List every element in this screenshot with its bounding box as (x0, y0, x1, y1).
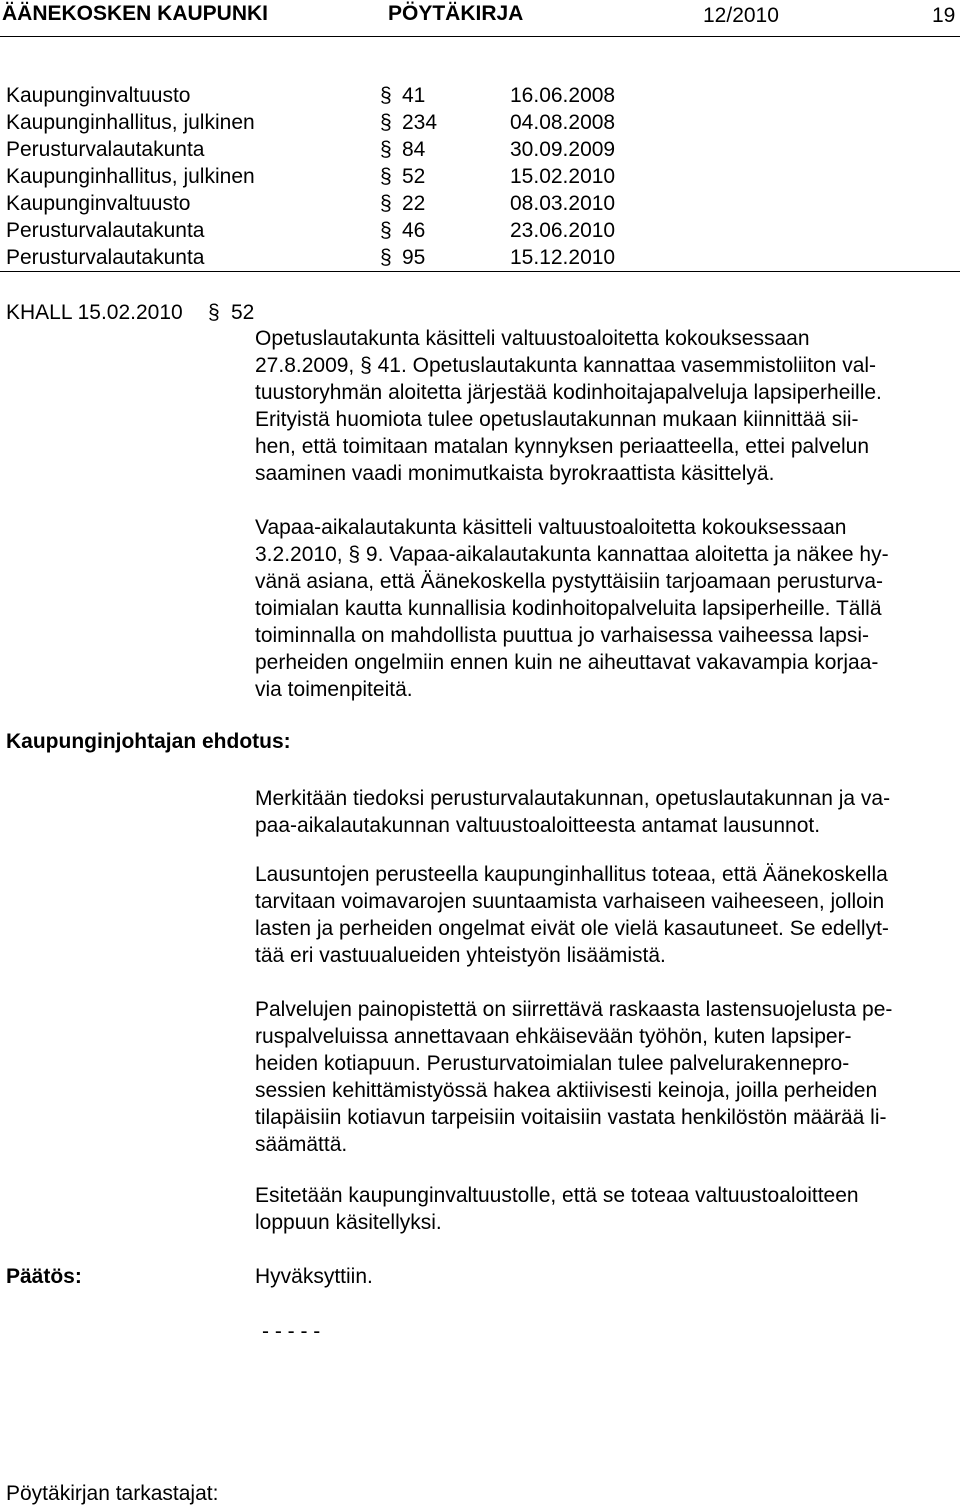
decision-text: Hyväksyttiin. (255, 1265, 373, 1288)
history-date: 15.02.2010 (510, 165, 616, 188)
vapaa-aikalautakunta-paragraph: Vapaa-aikalautakunta käsitteli valtuustoaloitetta kokouksessaan 3.2.2010, § 9. Vapaa-aikalautakunta kannattaa aloitetta ja näkee hy- vänä asiana, että Äänekoskella pystyttäisiin tarjoamaan perusturva- toimialan kautta kunnallisia kodinhoitopalveluita lapsiperheille. Tällä toiminnalla on mahdollista puuttua jo varhaisessa vaiheessa lapsi- perheiden ongelmiin ennen kuin ne aiheuttavat vakavampia korjaa- via toimenpiteitä. (255, 516, 889, 701)
history-body: Perusturvalautakunta (6, 138, 205, 161)
history-body: Kaupunginhallitus, julkinen (6, 165, 255, 188)
history-row (6, 246, 906, 273)
page-number: 19 (932, 4, 956, 27)
history-number: 52 (402, 165, 426, 188)
proposal-paragraph: Merkitään tiedoksi perusturvalautakunnan, opetuslautakunnan ja va- paa-aikalautakunnan valtuustoaloitteesta antamat lausunnot. (255, 787, 891, 837)
opetuslautakunta-paragraph: Opetuslautakunta käsitteli valtuustoaloitetta kokouksessaan 27.8.2009, § 41. Opetuslautakunta kannattaa vasemmistoliiton val- tuustoryhmän aloitetta järjestää kodinhoitajapalveluja lapsiperheille. Erityistä huomiota tulee opetuslautakunnan mukaan kiinnittää sii- hen, että toimitaan matalan kynnyksen periaatteella, ettei palvelun saaminen vaadi monimutkaista byrokraattista käsittelyä. (255, 327, 882, 485)
section-sign-icon: § (380, 246, 392, 269)
history-body: Kaupunginvaltuusto (6, 84, 191, 107)
history-body: Kaupunginvaltuusto (6, 192, 191, 215)
history-date: 30.09.2009 (510, 138, 616, 161)
section-separator: - - - - - (262, 1320, 321, 1343)
proposal-label: Kaupunginjohtajan ehdotus: (6, 730, 291, 753)
history-row (6, 219, 906, 246)
history-date: 23.06.2010 (510, 219, 616, 242)
section-sign-icon: § (380, 111, 392, 134)
minutes-checkers-label: Pöytäkirjan tarkastajat: (6, 1482, 219, 1505)
history-row (6, 192, 906, 219)
khall-date: KHALL 15.02.2010 (6, 301, 183, 324)
history-divider (0, 271, 960, 272)
history-row (6, 165, 906, 192)
history-date: 16.06.2008 (510, 84, 616, 107)
history-number: 22 (402, 192, 426, 215)
header-divider (0, 36, 960, 37)
document-number: 12/2010 (703, 4, 779, 27)
khall-number: 52 (231, 301, 255, 324)
history-body: Perusturvalautakunta (6, 246, 205, 269)
document-type: PÖYTÄKIRJA (388, 2, 524, 25)
history-row (6, 138, 906, 165)
section-sign-icon: § (380, 165, 392, 188)
history-row (6, 84, 906, 111)
history-date: 08.03.2010 (510, 192, 616, 215)
org-name: ÄÄNEKOSKEN KAUPUNKI (2, 2, 269, 25)
history-date: 15.12.2010 (510, 246, 616, 269)
proposal-paragraph: Lausuntojen perusteella kaupunginhallitus toteaa, että Äänekoskella tarvitaan voimavarojen suuntaamista varhaiseen vaiheeseen, jolloin lasten ja perheiden ongelmat eivät ole vielä kasautuneet. Se edellyt- tää eri vastuualueiden yhteistyön lisäämistä. (255, 863, 889, 967)
decision-label: Päätös: (6, 1265, 82, 1288)
section-sign-icon: § (380, 192, 392, 215)
proposal-paragraph: Esitetään kaupunginvaltuustolle, että se toteaa valtuustoaloitteen loppuun käsitellyksi. (255, 1184, 859, 1234)
history-body: Kaupunginhallitus, julkinen (6, 111, 255, 134)
proposal-paragraph: Palvelujen painopistettä on siirrettävä raskaasta lastensuojelusta pe- ruspalveluissa annettavaan ehkäisevään työhön, kuten lapsiper- heiden kotiapuun. Perusturvatoimialan tulee palvelurakennepro- sessien kehittämistyössä hakea aktiivisesti keinoja, joilla perheiden tilapäisiin kotiavun tarpeisiin voitaisiin vastata henkilöstön määrää li- säämättä. (255, 998, 893, 1156)
section-sign-icon: § (380, 138, 392, 161)
history-number: 234 (402, 111, 438, 134)
history-body: Perusturvalautakunta (6, 219, 205, 242)
section-sign-icon: § (380, 219, 392, 242)
history-row (6, 111, 906, 138)
history-number: 41 (402, 84, 426, 107)
history-number: 46 (402, 219, 426, 242)
history-number: 84 (402, 138, 426, 161)
history-date: 04.08.2008 (510, 111, 616, 134)
history-number: 95 (402, 246, 426, 269)
section-sign-icon: § (380, 84, 392, 107)
section-sign-icon: § (208, 301, 220, 324)
